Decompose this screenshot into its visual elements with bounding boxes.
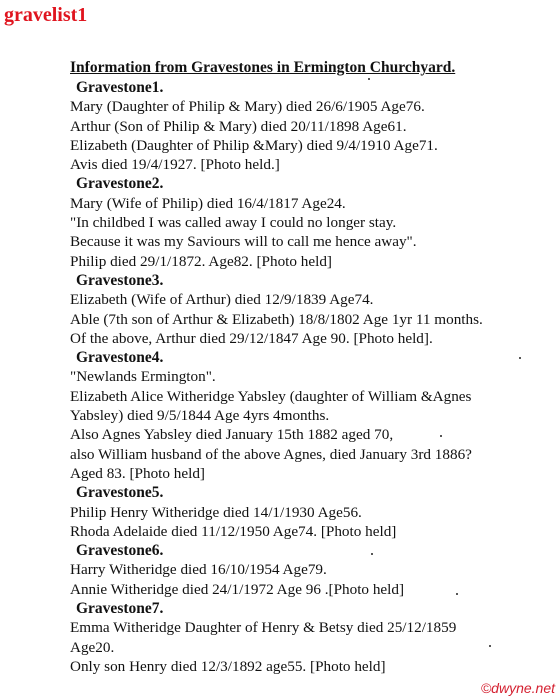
inscription-line: Philip Henry Witheridge died 14/1/1930 Age56. — [70, 503, 362, 521]
scan-speck — [371, 553, 373, 555]
gravestone-heading: Gravestone2. — [76, 175, 164, 193]
watermark: ©dwyne.net — [480, 680, 555, 696]
inscription-line: Only son Henry died 12/3/1892 age55. [Photo held] — [70, 657, 386, 675]
inscription-line: Annie Witheridge died 24/1/1972 Age 96 .[Photo held] — [70, 580, 405, 598]
inscription-line: Because it was my Saviours will to call me hence away". — [70, 233, 417, 251]
inscription-line: "In childbed I was called away I could no longer stay. — [70, 214, 397, 232]
scan-speck — [440, 435, 442, 437]
inscription-line: Mary (Wife of Philip) died 16/4/1817 Age24. — [70, 194, 346, 212]
gravestone-list — [70, 78, 555, 676]
gravestone-section — [70, 541, 555, 599]
inscription-line: Emma Witheridge Daughter of Henry & Betsy died 25/12/1859 — [70, 619, 457, 637]
scan-speck — [489, 645, 491, 647]
inscription-line: Arthur (Son of Philip & Mary) died 20/11/1898 Age61. — [70, 117, 407, 135]
gravestone-heading: Gravestone6. — [76, 542, 164, 560]
scan-speck — [519, 357, 521, 359]
inscription-line: Harry Witheridge died 16/10/1954 Age79. — [70, 561, 327, 579]
gravestone-section — [70, 483, 555, 541]
gravestone-heading: Gravestone1. — [76, 79, 164, 96]
inscription-line: Elizabeth (Daughter of Philip &Mary) died 9/4/1910 Age71. — [70, 136, 438, 154]
inscription-line: Aged 83. [Photo held] — [70, 464, 205, 482]
inscription-line: Philip died 29/1/1872. Age82. [Photo held] — [70, 252, 332, 270]
inscription-line: "Newlands Ermington". — [70, 368, 216, 386]
gravestone-section — [70, 78, 555, 174]
gravestone-section — [70, 348, 555, 483]
inscription-line: Avis died 19/4/1927. [Photo held.] — [70, 156, 280, 174]
page-label: gravelist1 — [4, 4, 88, 26]
inscription-line: Elizabeth (Wife of Arthur) died 12/9/1839 Age74. — [70, 291, 374, 309]
gravestone-heading: Gravestone5. — [76, 484, 164, 502]
document-body — [70, 58, 555, 676]
inscription-line: Able (7th son of Arthur & Elizabeth) 18/8/1802 Age 1yr 11 months. — [70, 310, 483, 328]
inscription-line: Of the above, Arthur died 29/12/1847 Age 90. [Photo held]. — [70, 329, 433, 347]
gravestone-heading: Gravestone4. — [76, 349, 164, 367]
gravestone-heading: Gravestone7. — [76, 600, 164, 618]
gravestone-heading: Gravestone3. — [76, 271, 164, 289]
inscription-line: Mary (Daughter of Philip & Mary) died 26/6/1905 Age76. — [70, 98, 425, 116]
scan-speck — [456, 593, 458, 595]
gravestone-section — [70, 174, 555, 270]
inscription-line: Also Agnes Yabsley died January 15th 1882 aged 70, — [70, 426, 394, 444]
document-title: Information from Gravestones in Ermington Churchyard. — [70, 59, 456, 76]
scan-speck — [368, 78, 370, 80]
gravestone-section — [70, 599, 555, 676]
inscription-line: Rhoda Adelaide died 11/12/1950 Age74. [Photo held] — [70, 522, 397, 540]
inscription-line: Elizabeth Alice Witheridge Yabsley (daughter of William &Agnes — [70, 387, 472, 405]
inscription-line: Age20. — [70, 638, 115, 656]
inscription-line: also William husband of the above Agnes, died January 3rd 1886? — [70, 445, 472, 463]
gravestone-section — [70, 271, 555, 348]
inscription-line: Yabsley) died 9/5/1844 Age 4yrs 4months. — [70, 407, 330, 425]
